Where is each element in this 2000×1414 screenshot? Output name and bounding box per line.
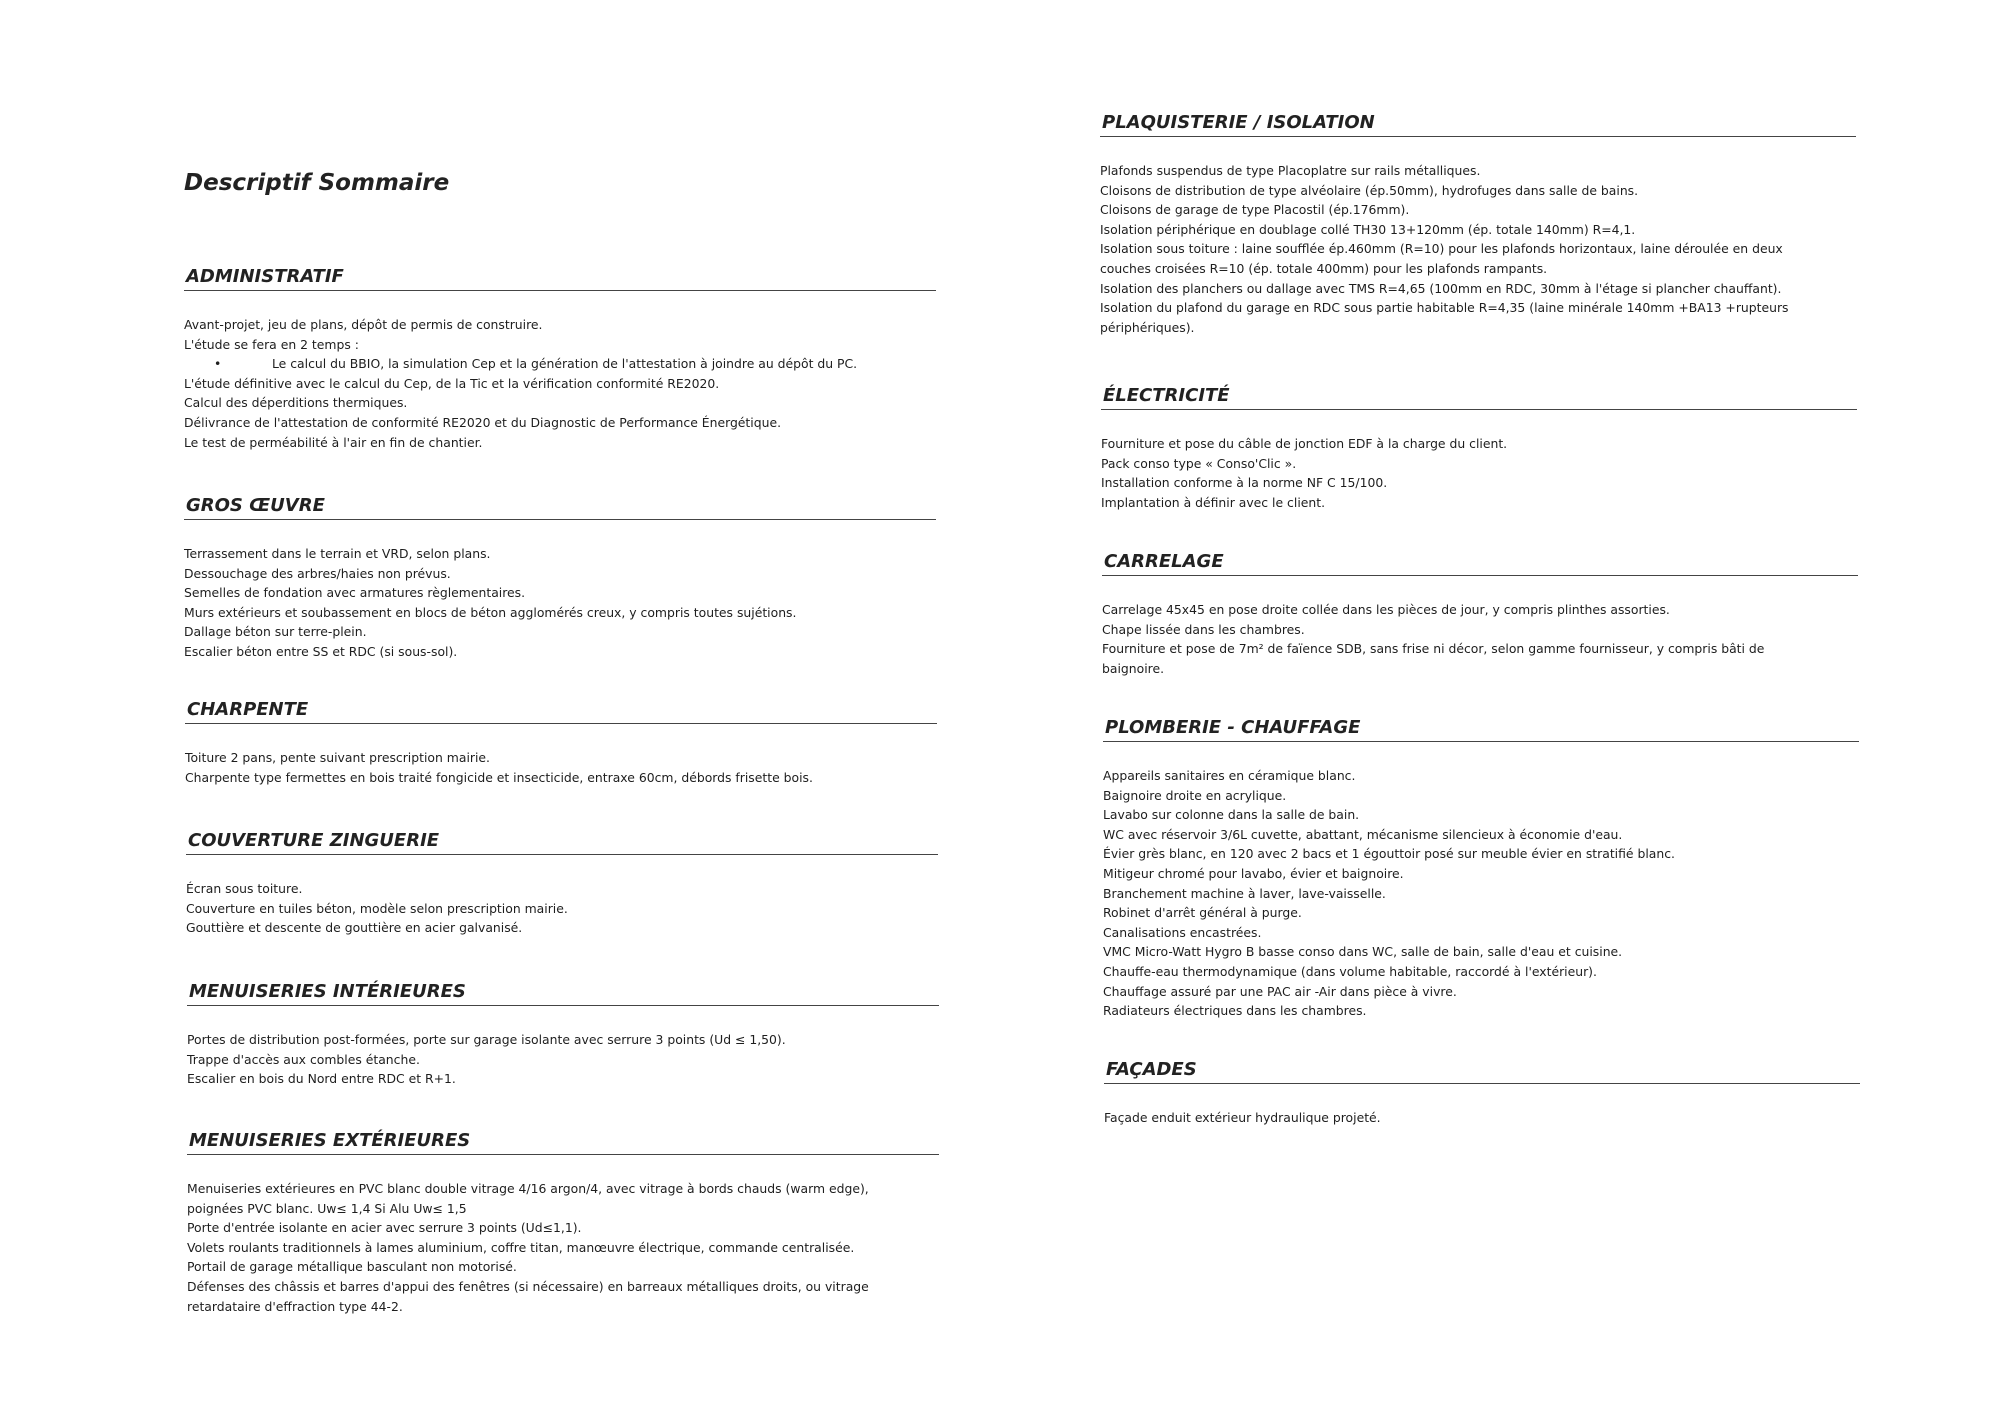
line: Défenses des châssis et barres d'appui des fenêtres (si nécessaire) en barreaux métalliques droits, ou vitrage [187, 1278, 869, 1294]
section-carrelage [1102, 551, 1858, 678]
line: Plafonds suspendus de type Placoplatre sur rails métalliques. [1100, 163, 1481, 178]
section-menuiseries-interieures [187, 981, 939, 1089]
line: Appareils sanitaires en céramique blanc. [1103, 768, 1356, 783]
bullet-icon: • [214, 356, 222, 372]
line: Porte d'entrée isolante en acier avec serrure 3 points (Ud≤1,1). [187, 1220, 582, 1236]
section-heading: FAÇADES [1104, 1059, 1860, 1084]
section-body [185, 748, 937, 787]
section-heading: ÉLECTRICITÉ [1101, 385, 1857, 410]
line: Installation conforme à la norme NF C 15/100. [1101, 475, 1388, 491]
bullet-item [184, 354, 936, 374]
line: Lavabo sur colonne dans la salle de bain. [1103, 807, 1360, 823]
line: Implantation à définir avec le client. [1101, 494, 1326, 510]
line: Portes de distribution post-formées, porte sur garage isolante avec serrure 3 points (Ud ≤ 1,50). [187, 1032, 786, 1047]
line: Fourniture et pose de 7m² de faïence SDB, sans frise ni décor, selon gamme fournisseur, y compris bâti de [1102, 641, 1765, 657]
line: périphériques). [1100, 319, 1195, 335]
line: Gouttière et descente de gouttière en acier galvanisé. [186, 920, 523, 936]
section-body [187, 1030, 939, 1089]
line: Baignoire droite en acrylique. [1103, 787, 1287, 803]
section-heading: CARRELAGE [1102, 551, 1858, 576]
line: Trappe d'accès aux combles étanche. [187, 1051, 420, 1067]
section-heading: MENUISERIES EXTÉRIEURES [187, 1130, 939, 1155]
line: Chauffe-eau thermodynamique (dans volume habitable, raccordé à l'extérieur). [1103, 963, 1597, 979]
section-heading: GROS ŒUVRE [184, 495, 936, 520]
section-body [184, 544, 936, 662]
line: Cloisons de distribution de type alvéolaire (ép.50mm), hydrofuges dans salle de bains. [1100, 182, 1639, 198]
line: Délivrance de l'attestation de conformité RE2020 et du Diagnostic de Performance Énergétique. [184, 414, 782, 430]
section-body [184, 315, 936, 452]
page-title: Descriptif Sommaire [184, 170, 450, 196]
line: Terrassement dans le terrain et VRD, selon plans. [184, 546, 491, 561]
line: Carrelage 45x45 en pose droite collée dans les pièces de jour, y compris plinthes assorties. [1102, 602, 1670, 617]
line: Isolation périphérique en doublage collé TH30 13+120mm (ép. totale 140mm) R=4,1. [1100, 221, 1636, 237]
line: Escalier en bois du Nord entre RDC et R+1. [187, 1071, 456, 1087]
line: Chauffage assuré par une PAC air -Air dans pièce à vivre. [1103, 983, 1457, 999]
line: couches croisées R=10 (ép. totale 400mm) pour les plafonds rampants. [1100, 260, 1548, 276]
line: poignées PVC blanc. Uw≤ 1,4 Si Alu Uw≤ 1,5 [187, 1200, 467, 1216]
line: VMC Micro-Watt Hygro B basse conso dans WC, salle de bain, salle d'eau et cuisine. [1103, 944, 1623, 960]
line: Radiateurs électriques dans les chambres. [1103, 1003, 1367, 1019]
line: Semelles de fondation avec armatures règlementaires. [184, 585, 526, 601]
line: Mitigeur chromé pour lavabo, évier et baignoire. [1103, 865, 1404, 881]
section-body [1100, 161, 1856, 337]
section-heading: PLOMBERIE - CHAUFFAGE [1103, 717, 1859, 742]
line: Charpente type fermettes en bois traité fongicide et insecticide, entraxe 60cm, débords frisette bois. [185, 769, 813, 785]
line: Fourniture et pose du câble de jonction EDF à la charge du client. [1101, 436, 1508, 451]
section-heading: CHARPENTE [185, 699, 937, 724]
section-heading: ADMINISTRATIF [184, 266, 936, 291]
section-administratif [184, 266, 936, 452]
section-body [187, 1179, 939, 1316]
line: Chape lissée dans les chambres. [1102, 621, 1305, 637]
line: retardataire d'effraction type 44-2. [187, 1298, 403, 1314]
section-plaquisterie-isolation [1100, 112, 1856, 337]
line: Branchement machine à laver, lave-vaisselle. [1103, 885, 1386, 901]
section-couverture-zinguerie [186, 830, 938, 938]
section-body [1104, 1108, 1860, 1128]
line: Canalisations encastrées. [1103, 924, 1262, 940]
section-heading: MENUISERIES INTÉRIEURES [187, 981, 939, 1006]
line: Isolation du plafond du garage en RDC sous partie habitable R=4,35 (laine minérale 140mm +BA13 +rupteurs [1100, 300, 1789, 316]
line: L'étude définitive avec le calcul du Cep, de la Tic et la vérification conformité RE2020. [184, 375, 720, 391]
section-body [1101, 434, 1857, 512]
section-facades [1104, 1059, 1860, 1128]
line: Avant-projet, jeu de plans, dépôt de permis de construire. [184, 317, 543, 332]
section-charpente [185, 699, 937, 787]
line: Calcul des déperditions thermiques. [184, 395, 408, 411]
line: Volets roulants traditionnels à lames aluminium, coffre titan, manœuvre électrique, commande centralisée. [187, 1239, 855, 1255]
line: Portail de garage métallique basculant non motorisé. [187, 1259, 517, 1275]
section-heading: PLAQUISTERIE / ISOLATION [1100, 112, 1856, 137]
line: Façade enduit extérieur hydraulique projeté. [1104, 1110, 1381, 1125]
line: Toiture 2 pans, pente suivant prescription mairie. [185, 750, 490, 765]
line: Le test de perméabilité à l'air en fin de chantier. [184, 434, 483, 450]
line: baignoire. [1102, 660, 1165, 676]
line: Cloisons de garage de type Placostil (ép.176mm). [1100, 202, 1410, 218]
line: Dessouchage des arbres/haies non prévus. [184, 565, 451, 581]
line: Isolation des planchers ou dallage avec TMS R=4,65 (100mm en RDC, 30mm à l'étage si plancher chauffant). [1100, 280, 1782, 296]
line: WC avec réservoir 3/6L cuvette, abattant, mécanisme silencieux à économie d'eau. [1103, 826, 1623, 842]
section-electricite [1101, 385, 1857, 512]
section-body [186, 879, 938, 938]
line: Menuiseries extérieures en PVC blanc double vitrage 4/16 argon/4, avec vitrage à bords chauds (warm edge), [187, 1181, 869, 1196]
line: Le calcul du BBIO, la simulation Cep et la génération de l'attestation à joindre au dépôt du PC. [272, 356, 858, 372]
line: Dallage béton sur terre-plein. [184, 624, 367, 640]
line: Isolation sous toiture : laine soufflée ép.460mm (R=10) pour les plafonds horizontaux, laine déroulée en deux [1100, 241, 1783, 257]
line: Murs extérieurs et soubassement en blocs de béton agglomérés creux, y compris toutes sujétions. [184, 604, 797, 620]
section-menuiseries-exterieures [187, 1130, 939, 1316]
line: Écran sous toiture. [186, 881, 303, 896]
line: Escalier béton entre SS et RDC (si sous-sol). [184, 643, 458, 659]
section-plomberie-chauffage [1103, 717, 1859, 1021]
line: Pack conso type « Conso'Clic ». [1101, 455, 1297, 471]
line: Robinet d'arrêt général à purge. [1103, 905, 1302, 921]
section-body [1102, 600, 1858, 678]
section-heading: COUVERTURE ZINGUERIE [186, 830, 938, 855]
line: L'étude se fera en 2 temps : [184, 336, 359, 352]
section-gros-oeuvre [184, 495, 936, 662]
line: Évier grès blanc, en 120 avec 2 bacs et 1 égouttoir posé sur meuble évier en stratifié blanc. [1103, 846, 1675, 862]
line: Couverture en tuiles béton, modèle selon prescription mairie. [186, 900, 568, 916]
section-body [1103, 766, 1859, 1021]
